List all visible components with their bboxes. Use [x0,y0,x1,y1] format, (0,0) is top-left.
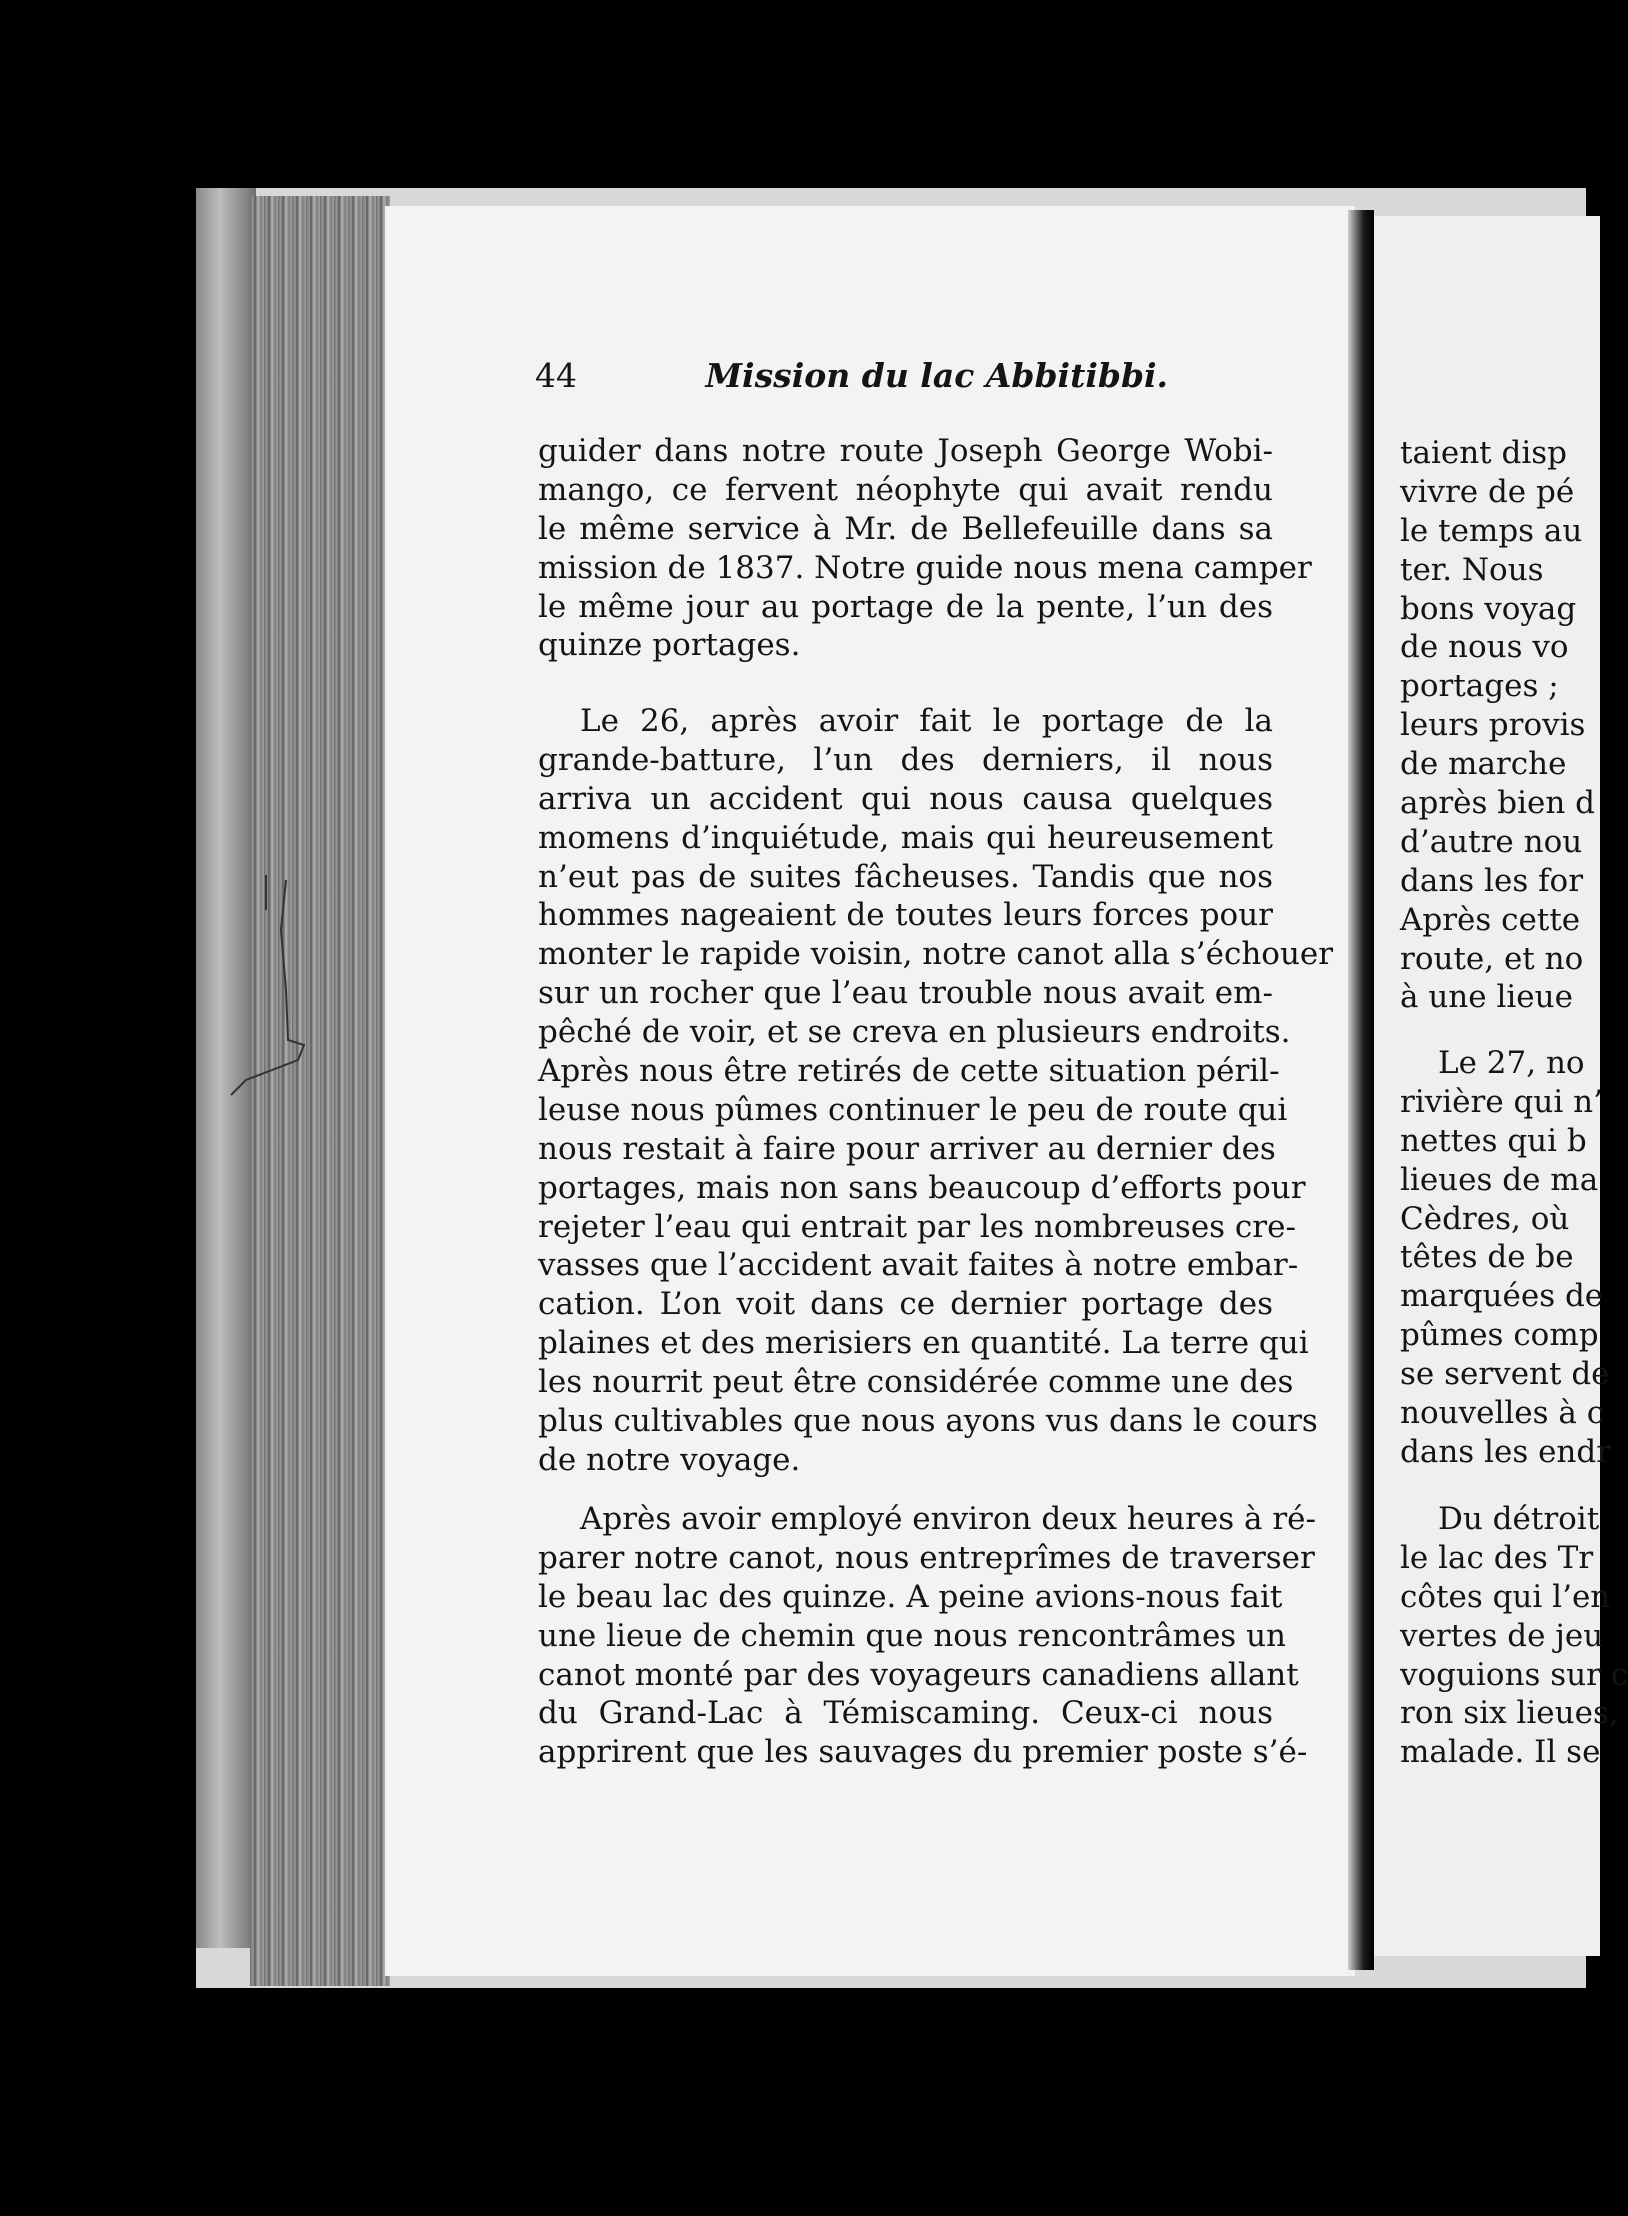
text-line: pêché de voir, et se creva en plusieurs endroits. [538,1014,1291,1051]
text-line: têtes de be [1400,1239,1574,1276]
left-paragraph-3 [538,1500,1316,1772]
text-line: lieues de ma [1400,1161,1599,1198]
text-line: Après cette [1400,901,1581,938]
text-line: bons voyag [1400,590,1577,627]
text-line: sur un rocher que l’eau trouble nous avait em- [538,975,1273,1012]
text-line: le même service à Mr. de Bellefeuille dans sa [538,510,1273,547]
pencil-annotation-mark [226,870,316,1100]
text-line: taient disp [1400,435,1567,471]
text-line: les nourrit peut être considérée comme une des [538,1364,1294,1401]
text-line: d’autre nou [1400,823,1583,860]
text-line: portages, mais non sans beaucoup d’efforts pour [538,1169,1306,1206]
text-line: Le 27, no [1438,1045,1585,1081]
text-line: de marche [1400,746,1567,783]
text-line: Après avoir employé environ deux heures à ré- [580,1501,1316,1537]
text-line: pûmes comp [1400,1317,1599,1354]
text-line: leurs provis [1400,707,1586,744]
text-line: vertes de jeu [1400,1617,1604,1654]
text-line: apprirent que les sauvages du premier poste s’é- [538,1734,1308,1771]
text-line: se servent de [1400,1356,1610,1393]
text-line: côtes qui l’en [1400,1578,1611,1615]
text-line: le beau lac des quinze. A peine avions-nous fait [538,1578,1283,1615]
right-paragraph-2 [1400,1044,1612,1472]
text-line: momens d’inquiétude, mais qui heureusement [538,819,1273,856]
book-gutter [1348,210,1374,1970]
text-line: mission de 1837. Notre guide nous mena camper [538,549,1312,586]
text-line: guider dans notre route Joseph George Wobi- [538,433,1273,469]
text-line: le même jour au portage de la pente, l’un des [538,588,1273,625]
text-line: le temps au [1400,512,1583,549]
text-line: arriva un accident qui nous causa quelques [538,780,1273,817]
text-line: ter. Nous [1400,551,1544,588]
text-line: rivière qui n’ [1400,1083,1603,1120]
text-line: leuse nous pûmes continuer le peu de route qui [538,1091,1288,1128]
page-number: 44 [535,356,577,395]
text-line: plus cultivables que nous ayons vus dans le cours [538,1403,1318,1440]
text-line: à une lieue [1400,979,1573,1016]
text-line: mango, ce fervent néophyte qui avait rendu [538,471,1273,508]
left-paragraph-2 [538,702,1334,1480]
text-line: vasses que l’accident avait faites à notre embar- [538,1247,1299,1284]
text-line: après bien d [1400,785,1596,822]
page-header [535,356,1168,395]
text-line: cation. L’on voit dans ce dernier portage des [538,1286,1273,1323]
text-line: monter le rapide voisin, notre canot alla s’échouer [538,936,1334,973]
text-line: Cèdres, où [1400,1200,1570,1237]
text-line: du Grand-Lac à Témiscaming. Ceux-ci nous [538,1695,1273,1732]
text-line: dans les endr [1400,1433,1612,1470]
text-line: de notre voyage. [538,1441,801,1478]
text-line: nettes qui b [1400,1122,1587,1159]
right-paragraph-1 [1400,434,1600,1017]
right-paragraph-3 [1400,1500,1628,1772]
text-line: vivre de pé [1400,473,1575,510]
text-line: parer notre canot, nous entreprîmes de traverser [538,1539,1315,1576]
left-paragraph-1 [538,432,1312,665]
text-line: quinze portages. [538,627,801,664]
text-line: route, et no [1400,940,1584,977]
text-line: Après nous être retirés de cette situation péril- [538,1053,1280,1090]
text-line: Le 26, après avoir fait le portage de la [580,703,1273,739]
text-line: le lac des Tr [1400,1539,1594,1576]
text-line: nouvelles à c [1400,1395,1605,1432]
text-line: n’eut pas de suites fâcheuses. Tandis que nos [538,858,1273,895]
text-line: rejeter l’eau qui entrait par les nombreuses cre- [538,1208,1296,1245]
text-line: malade. Il se [1400,1734,1601,1771]
text-line: portages ; [1400,668,1559,705]
running-title: Mission du lac Abbitibbi. [705,356,1169,395]
text-line: Du détroit [1438,1501,1600,1537]
text-line: marquées de [1400,1278,1604,1315]
text-line: une lieue de chemin que nous rencontrâmes un [538,1617,1286,1654]
text-line: ron six lieues, [1400,1695,1619,1732]
text-line: de nous vo [1400,629,1569,666]
text-line: hommes nageaient de toutes leurs forces pour [538,897,1273,934]
text-line: plaines et des merisiers en quantité. La terre qui [538,1325,1309,1362]
text-line: canot monté par des voyageurs canadiens allant [538,1656,1299,1693]
text-line: grande-batture, l’un des derniers, il nous [538,741,1273,778]
text-line: nous restait à faire pour arriver au dernier des [538,1130,1276,1167]
text-line: voguions sur c [1400,1656,1628,1693]
text-line: dans les for [1400,862,1584,899]
